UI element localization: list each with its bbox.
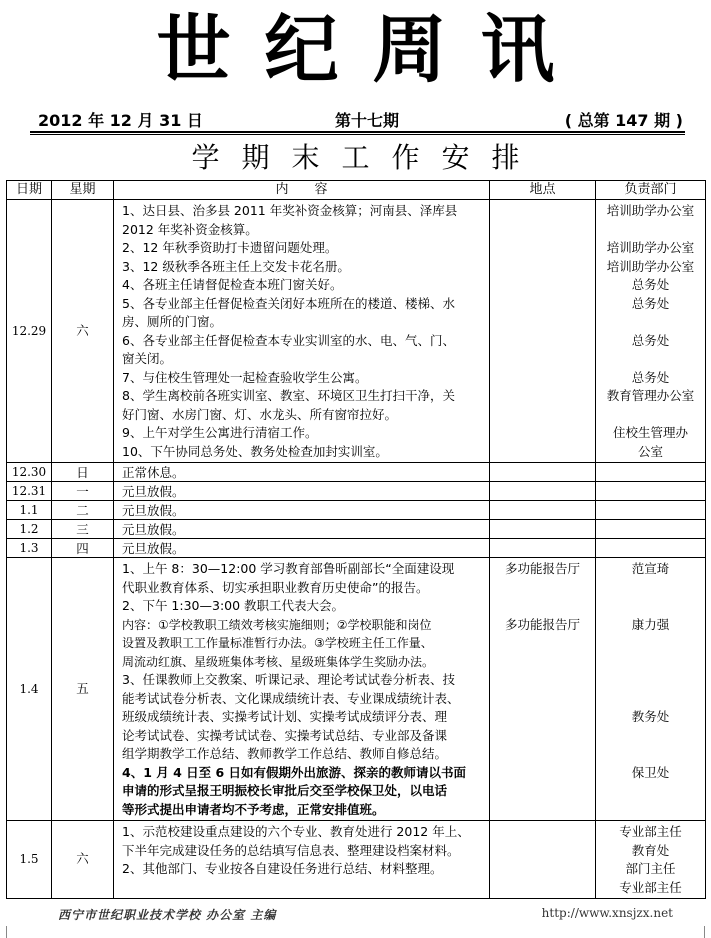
department-line: 康力强 (631, 616, 670, 632)
footer-publisher: 西宁市世纪职业技术学校 办公室 主编 (58, 908, 277, 922)
department-line: 培训助学办公室 (606, 203, 695, 218)
department-line: 总务处 (631, 277, 670, 292)
content-line: 论考试试卷、实操考试试卷、实操考试总结、专业部及备课 (122, 727, 448, 743)
row-department (596, 539, 706, 558)
content-line: 班级成绩统计表、实操考试计划、实操考试成绩评分表、理 (122, 709, 448, 724)
document-title: 学期末工作安排 (191, 141, 542, 174)
department-line (596, 350, 705, 369)
content-line (122, 879, 485, 898)
content-line: 6、各专业部主任督促检查本专业实训室的水、电、气、门、 (122, 332, 455, 348)
issue-total: ( 总第 147 期 ) (564, 111, 683, 130)
content-line: 10、下午协同总务处、教务处检查加封实训室。 (122, 443, 388, 459)
header-rule-thin (30, 134, 685, 135)
row-weekday: 日 (52, 463, 114, 482)
row-department (596, 501, 706, 520)
row-department (596, 520, 706, 539)
row-content: 元旦放假。 (114, 501, 490, 520)
content-line: 5、各专业部主任督促检查关闭好本班所在的楼道、楼梯、水 (122, 295, 455, 311)
row-weekday: 五 (52, 558, 114, 821)
department-line: 范宣琦 (631, 561, 670, 576)
issue-line (38, 108, 683, 130)
row-date: 1.4 (7, 558, 52, 821)
department-line (596, 221, 705, 240)
location-line (490, 597, 595, 616)
content-line: 下半年完成建设任务的总结填写信息表、整理建设档案材料。 (122, 842, 460, 858)
row-weekday: 六 (52, 821, 114, 899)
department-line (596, 406, 705, 425)
location-line: 多功能报告厅 (504, 616, 580, 632)
row-location (490, 200, 596, 463)
content-line: 代职业教育体系、切实承担职业教育历史使命”的报告。 (122, 579, 429, 595)
department-line: 培训助学办公室 (606, 240, 695, 255)
row-date: 1.5 (7, 821, 52, 899)
content-line: 8、学生离校前各班实训室、教室、环境区卫生打扫干净，关 (122, 388, 455, 403)
table-row (7, 821, 706, 899)
content-line: 1、达日县、治多县 2011 年奖补资金核算；河南县、泽库县 (122, 203, 458, 218)
department-line: 专业部主任 (619, 879, 682, 895)
content-line: 申请的形式呈报王明振校长审批后交至学校保卫处，以电话 (122, 783, 448, 798)
row-content: 元旦放假。 (114, 482, 490, 501)
content-line: 1、示范校建设重点建设的六个专业、教育处进行 2012 年上、 (122, 824, 470, 839)
content-line: 房、厕所的门窗。 (122, 314, 223, 329)
content-line: 4、1 月 4 日至 6 日如有假期外出旅游、探亲的教师请以书面 (122, 764, 467, 780)
row-location (490, 539, 596, 558)
department-line: 教务处 (631, 709, 670, 724)
department-line: 总务处 (631, 369, 670, 385)
department-line: 公室 (637, 443, 663, 459)
table-row (7, 200, 706, 463)
header-rule (30, 131, 685, 133)
table-row (7, 501, 706, 520)
content-line: 4、各班主任请督促检查本班门窗关好。 (122, 277, 343, 292)
header-content: 内 容 (114, 181, 490, 200)
row-department (596, 558, 706, 821)
row-date: 1.2 (7, 520, 52, 539)
masthead-title: 世纪周讯 (156, 7, 589, 93)
row-department (596, 482, 706, 501)
row-date: 1.1 (7, 501, 52, 520)
row-weekday: 一 (52, 482, 114, 501)
footer-corner-mark (704, 926, 705, 938)
department-line (596, 597, 705, 616)
department-line: 教育管理办公室 (606, 388, 695, 403)
department-line: 住校生管理办 (612, 425, 688, 440)
row-content (114, 200, 490, 463)
row-department (596, 821, 706, 899)
table-row (7, 482, 706, 501)
row-department (596, 200, 706, 463)
content-line: 能考试试卷分析表、文化课成绩统计表、专业课成绩统计表、 (122, 690, 460, 706)
row-date: 12.29 (7, 200, 52, 463)
content-line: 2、下午 1:30—3:00 教职工代表大会。 (122, 598, 345, 613)
row-date: 1.3 (7, 539, 52, 558)
content-line: 窗关闭。 (122, 351, 173, 366)
department-line (596, 671, 705, 690)
footer-url[interactable]: http://www.xnsjzx.net (541, 906, 673, 920)
table-row (7, 520, 706, 539)
department-line: 教育处 (631, 842, 670, 858)
content-line: 等形式提出申请者均不予考虑，正常安排值班。 (122, 801, 385, 817)
department-line (596, 727, 705, 746)
content-line: 好门窗、水房门窗、灯、水龙头、所有窗帘拉好。 (122, 406, 398, 422)
row-department (596, 463, 706, 482)
row-location (490, 558, 596, 821)
department-line: 总务处 (631, 332, 670, 348)
row-content: 正常休息。 (114, 463, 490, 482)
row-content (114, 821, 490, 899)
row-location (490, 463, 596, 482)
location-line: 多功能报告厅 (504, 561, 580, 576)
content-line: 2012 年奖补资金核算。 (122, 221, 258, 237)
row-location (490, 501, 596, 520)
department-line (596, 653, 705, 672)
content-line: 1、上午 8：30—12:00 学习教育部鲁昕副部长“全面建设现 (122, 561, 455, 576)
row-weekday: 三 (52, 520, 114, 539)
footer-corner-mark (6, 926, 7, 938)
department-line (596, 634, 705, 653)
header-date: 日期 (7, 181, 52, 200)
schedule-table (6, 180, 706, 899)
header-department: 负责部门 (596, 181, 706, 200)
department-line (596, 313, 705, 332)
department-line (596, 690, 705, 709)
department-line (596, 745, 705, 764)
row-location (490, 482, 596, 501)
row-location (490, 821, 596, 899)
department-line: 保卫处 (631, 764, 670, 780)
issue-number: 第十七期 (335, 111, 400, 130)
header-weekday: 星期 (52, 181, 114, 200)
header-location: 地点 (490, 181, 596, 200)
content-line: 周流动红旗、星级班集体考核、星级班集体学生奖励办法。 (122, 654, 435, 669)
issue-date: 2012 年 12 月 31 日 (38, 111, 203, 130)
row-location (490, 520, 596, 539)
content-line: 7、与住校生管理处一起检查验收学生公寓。 (122, 369, 368, 385)
row-content: 元旦放假。 (114, 520, 490, 539)
content-line: 2、其他部门、专业按各自建设任务进行总结、材料整理。 (122, 861, 443, 876)
row-date: 12.30 (7, 463, 52, 482)
row-weekday: 四 (52, 539, 114, 558)
content-line: 3、任课教师上交教案、听课记录、理论考试试卷分析表、技 (122, 672, 455, 687)
department-line: 培训助学办公室 (606, 258, 695, 274)
table-header-row (7, 181, 706, 200)
table-row (7, 558, 706, 821)
content-line: 设置及教职工工作量标准暂行办法。③学校班主任工作量、 (122, 636, 433, 650)
table-row (7, 539, 706, 558)
content-line: 9、上午对学生公寓进行清宿工作。 (122, 425, 318, 440)
row-content (114, 558, 490, 821)
department-line (596, 579, 705, 598)
content-line: 3、12 级秋季各班主任上交发卡花名册。 (122, 258, 350, 274)
content-line: 2、12 年秋季资助打卡遗留问题处理。 (122, 240, 338, 255)
row-weekday: 六 (52, 200, 114, 463)
content-line: 组学期教学工作总结、教师教学工作总结、教师自修总结。 (122, 746, 448, 761)
row-date: 12.31 (7, 482, 52, 501)
row-content: 元旦放假。 (114, 539, 490, 558)
location-line (490, 579, 595, 598)
department-line: 部门主任 (625, 861, 676, 876)
department-line: 总务处 (631, 295, 670, 311)
row-weekday: 二 (52, 501, 114, 520)
department-line: 专业部主任 (619, 824, 682, 839)
table-row (7, 463, 706, 482)
content-line: 内容：①学校教职工绩效考核实施细则；②学校职能和岗位 (122, 617, 432, 632)
